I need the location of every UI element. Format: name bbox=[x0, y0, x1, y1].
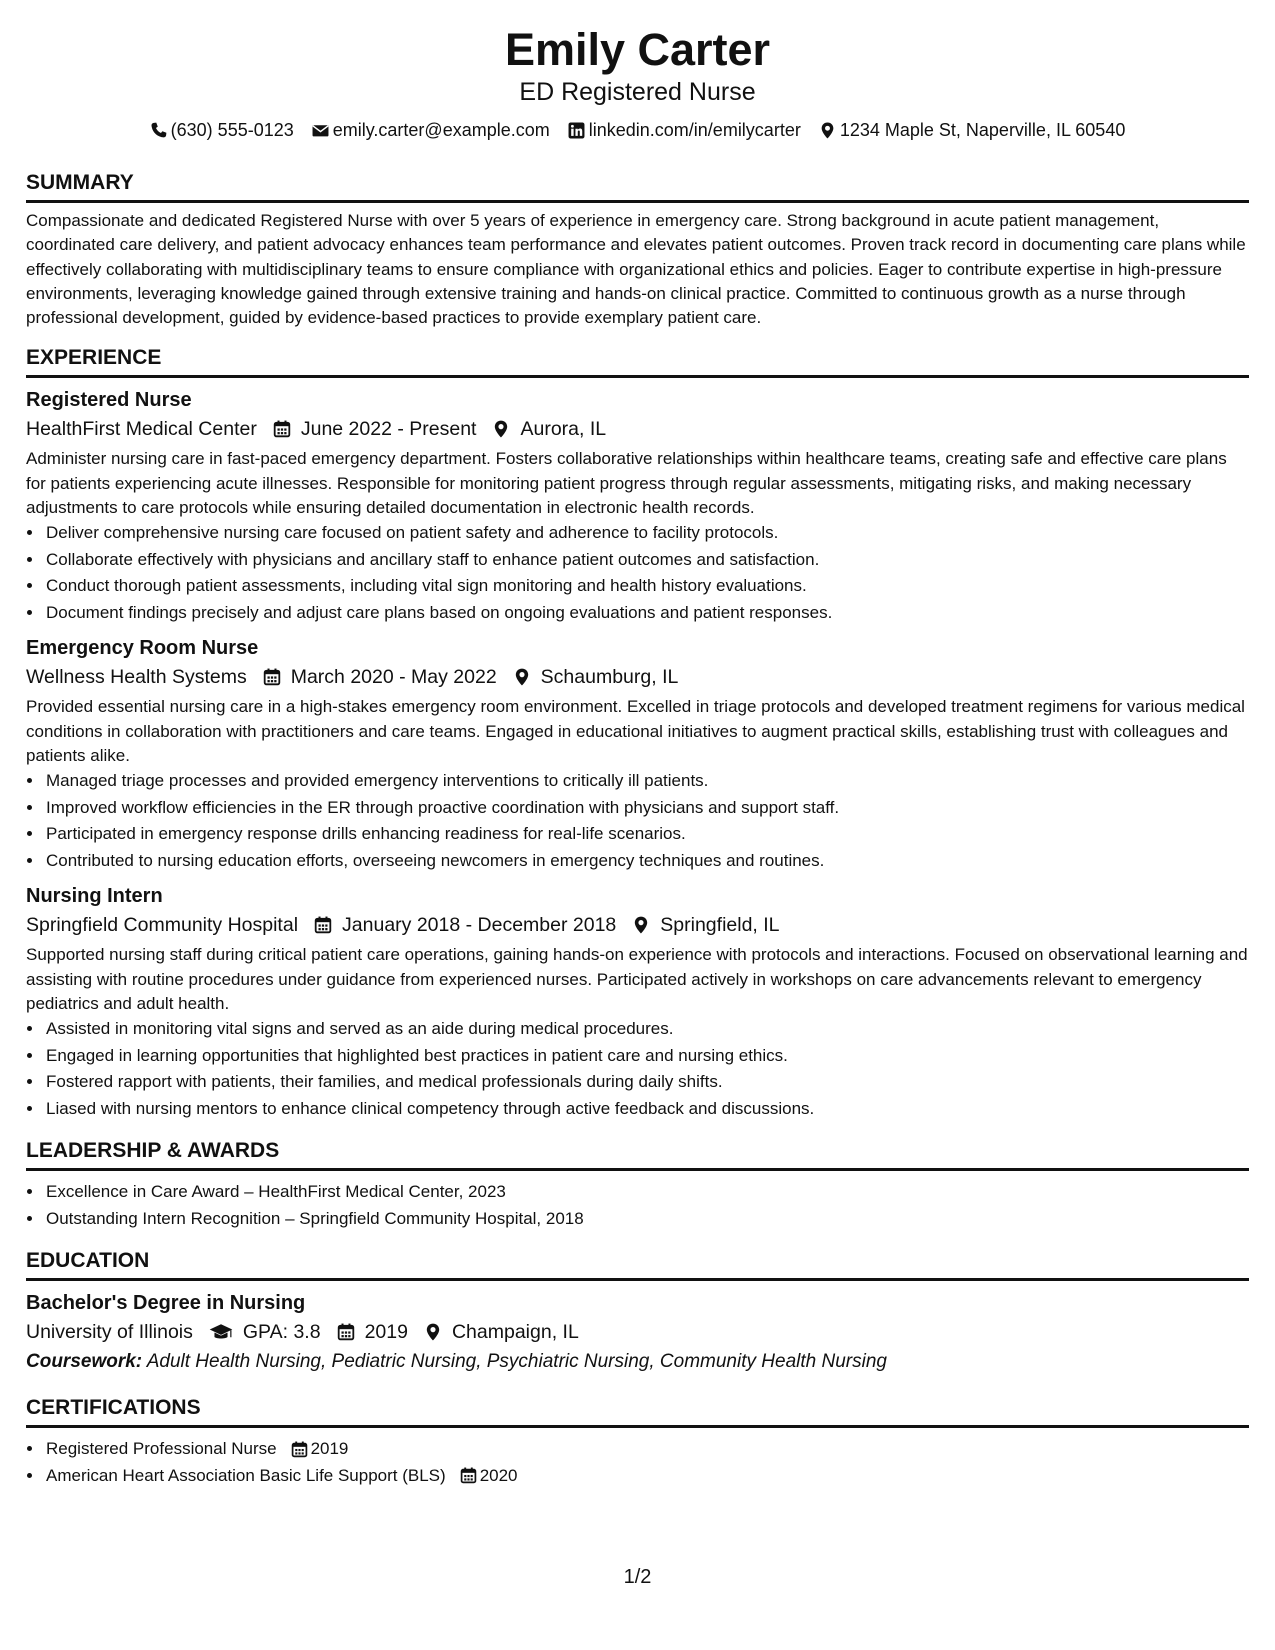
contact-linkedin[interactable] bbox=[568, 118, 801, 142]
list-item bbox=[44, 1463, 1249, 1490]
calendar-icon bbox=[337, 1323, 355, 1341]
education-section bbox=[26, 1248, 1249, 1377]
envelope-icon bbox=[312, 122, 329, 139]
map-pin-icon bbox=[492, 420, 510, 438]
section-heading-certifications: CERTIFICATIONS bbox=[26, 1395, 1249, 1428]
education-year bbox=[337, 1317, 408, 1347]
degree-title: Bachelor's Degree in Nursing bbox=[26, 1292, 306, 1315]
school-name: University of Illinois bbox=[26, 1321, 193, 1344]
resume-header bbox=[26, 0, 1249, 142]
job-location bbox=[513, 662, 679, 692]
job-meta bbox=[26, 910, 1249, 940]
job-description: Administer nursing care in fast-paced emergency department. Fosters collaborative relationships within healthcare teams, creating safe and effective care plans for patients experiencing acute illnesses. Responsible for monitoring patient progress through regular assessments, mitigating risks, and making necessary adjustments to care protocols while ensuring detailed documentation in electronic health records. bbox=[26, 449, 1227, 518]
certification-year: 2020 bbox=[479, 1465, 518, 1485]
job-meta bbox=[26, 662, 1249, 692]
leadership-section bbox=[26, 1138, 1249, 1232]
map-pin-icon bbox=[424, 1323, 442, 1341]
job-dates bbox=[263, 662, 497, 692]
certification-name: • American Heart Association Basic Life Support (BLS) bbox=[46, 1465, 446, 1485]
phone-icon bbox=[150, 122, 167, 139]
job-location-text: Springfield, IL bbox=[660, 914, 780, 937]
job-dates-text: March 2020 - May 2022 bbox=[290, 666, 497, 689]
candidate-role: ED Registered Nurse bbox=[519, 78, 756, 106]
job-dates bbox=[273, 414, 477, 444]
calendar-icon bbox=[460, 1467, 477, 1484]
section-heading-education: EDUCATION bbox=[26, 1248, 1249, 1281]
address-text: 1234 Maple St, Naperville, IL 60540 bbox=[839, 120, 1126, 140]
job-bullets bbox=[26, 1016, 1249, 1122]
education-location-text: Champaign, IL bbox=[451, 1321, 579, 1344]
section-heading-leadership: LEADERSHIP & AWARDS bbox=[26, 1138, 1249, 1171]
calendar-icon bbox=[314, 916, 332, 934]
job-title: Nursing Intern bbox=[26, 885, 163, 908]
phone-text: (630) 555-0123 bbox=[170, 120, 294, 140]
list-item: • Contributed to nursing education efforts, overseeing newcomers in emergency techniques and routines. bbox=[44, 848, 1249, 875]
list-item: • Assisted in monitoring vital signs and served as an aide during medical procedures. bbox=[44, 1016, 1249, 1043]
job-description: Supported nursing staff during critical patient care operations, gaining hands-on experience with protocols and interactions. Focused on observational learning and assisting with routine procedures under guidance from experienced nurses. Participated actively in workshops on care advancements relevant to emergency pediatrics and adult health. bbox=[26, 945, 1248, 1013]
coursework-text: Adult Health Nursing, Pediatric Nursing, Psychiatric Nursing, Community Health Nursing bbox=[146, 1351, 887, 1373]
section-heading-summary: SUMMARY bbox=[26, 170, 1249, 203]
list-item: • Document findings precisely and adjust care plans based on ongoing evaluations and patient responses. bbox=[44, 600, 1249, 627]
candidate-name: Emily Carter bbox=[504, 24, 771, 75]
contact-bar bbox=[26, 118, 1249, 142]
job-entry bbox=[26, 882, 1249, 1122]
list-item: • Fostered rapport with patients, their families, and medical professionals during daily shifts. bbox=[44, 1069, 1249, 1096]
section-heading-experience: EXPERIENCE bbox=[26, 345, 1249, 378]
job-company: Springfield Community Hospital bbox=[26, 914, 299, 937]
job-location bbox=[632, 910, 779, 940]
resume-page bbox=[26, 0, 1249, 1489]
summary-text: Compassionate and dedicated Registered Nurse with over 5 years of experience in emergency care. Strong background in acute patient management, coordinated care delivery, and patient advocacy enhances team performance and elevates patient outcomes. Proven track record in documenting care plans while effectively collaborating with multidisciplinary teams to ensure compliance with organizational ethics and policies. Eager to contribute expertise in high-pressure environments, leveraging knowledge gained through extensive training and hands-on clinical practice. Committed to continuous growth as a nurse through professional development, guided by evidence-based practices to provide exemplary patient care. bbox=[26, 211, 1246, 328]
job-company: HealthFirst Medical Center bbox=[26, 418, 257, 441]
list-item: • Participated in emergency response drills enhancing readiness for real-life scenarios. bbox=[44, 821, 1249, 848]
experience-section bbox=[26, 345, 1249, 1122]
job-dates-text: January 2018 - December 2018 bbox=[342, 914, 617, 937]
contact-email[interactable] bbox=[312, 118, 550, 142]
map-pin-icon bbox=[819, 122, 836, 139]
job-location-text: Aurora, IL bbox=[520, 418, 607, 441]
year-text: 2019 bbox=[364, 1321, 408, 1344]
certifications-list bbox=[26, 1436, 1249, 1489]
list-item: • Excellence in Care Award – HealthFirst Medical Center, 2023 bbox=[44, 1179, 1249, 1206]
list-item bbox=[44, 1436, 1249, 1463]
coursework-label: Coursework: bbox=[26, 1351, 143, 1373]
job-entry bbox=[26, 386, 1249, 626]
job-description: Provided essential nursing care in a high-stakes emergency room environment. Excelled in triage protocols and developed treatment regimens for various medical conditions in collaboration with practitioners and care teams. Engaged in educational initiatives to augment practical skills, establishing trust with colleagues and patients alike. bbox=[26, 697, 1245, 765]
certification-name: • Registered Professional Nurse bbox=[46, 1439, 277, 1459]
page-number: 1/2 bbox=[623, 1566, 652, 1588]
job-dates bbox=[314, 910, 616, 940]
job-dates-text: June 2022 - Present bbox=[300, 418, 477, 441]
job-bullets bbox=[26, 768, 1249, 874]
job-company: Wellness Health Systems bbox=[26, 666, 247, 689]
linkedin-icon bbox=[568, 122, 585, 139]
job-meta bbox=[26, 414, 1249, 444]
education-gpa bbox=[209, 1317, 321, 1347]
awards-list bbox=[26, 1179, 1249, 1232]
job-title: Registered Nurse bbox=[26, 389, 192, 412]
list-item: • Improved workflow efficiencies in the ER through proactive coordination with physicians and support staff. bbox=[44, 795, 1249, 822]
education-meta bbox=[26, 1317, 1249, 1347]
calendar-icon bbox=[263, 668, 281, 686]
map-pin-icon bbox=[632, 916, 650, 934]
graduation-cap-icon bbox=[209, 1323, 233, 1342]
list-item: • Liased with nursing mentors to enhance clinical competency through active feedback and discussions. bbox=[44, 1096, 1249, 1123]
education-location bbox=[424, 1317, 579, 1347]
contact-phone[interactable] bbox=[150, 118, 294, 142]
list-item: • Deliver comprehensive nursing care focused on patient safety and adherence to facility protocols. bbox=[44, 520, 1249, 547]
job-location bbox=[492, 414, 606, 444]
summary-section bbox=[26, 170, 1249, 330]
contact-address bbox=[819, 118, 1126, 142]
job-entry bbox=[26, 634, 1249, 874]
list-item: • Collaborate effectively with physicians and ancillary staff to enhance patient outcomes and satisfaction. bbox=[44, 547, 1249, 574]
list-item: • Conduct thorough patient assessments, including vital sign monitoring and health history evaluations. bbox=[44, 573, 1249, 600]
job-bullets bbox=[26, 520, 1249, 626]
certifications-section bbox=[26, 1395, 1249, 1489]
list-item: • Engaged in learning opportunities that highlighted best practices in patient care and nursing ethics. bbox=[44, 1043, 1249, 1070]
list-item: • Managed triage processes and provided emergency interventions to critically ill patients. bbox=[44, 768, 1249, 795]
coursework-line bbox=[26, 1347, 1249, 1377]
calendar-icon bbox=[291, 1441, 308, 1458]
email-text: emily.carter@example.com bbox=[332, 120, 550, 140]
job-title: Emergency Room Nurse bbox=[26, 637, 259, 660]
calendar-icon bbox=[273, 420, 291, 438]
map-pin-icon bbox=[513, 668, 531, 686]
linkedin-text: linkedin.com/in/emilycarter bbox=[588, 120, 801, 140]
certification-year: 2019 bbox=[310, 1439, 349, 1459]
list-item: • Outstanding Intern Recognition – Springfield Community Hospital, 2018 bbox=[44, 1206, 1249, 1233]
gpa-text: GPA: 3.8 bbox=[242, 1321, 321, 1344]
job-location-text: Schaumburg, IL bbox=[540, 666, 679, 689]
